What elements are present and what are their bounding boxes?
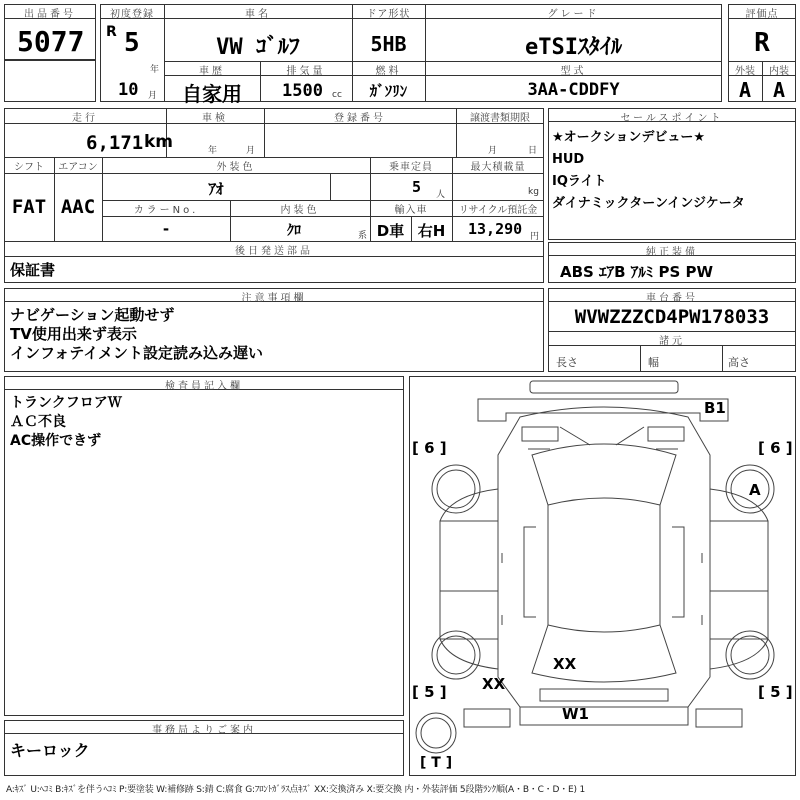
insp-year-unit: 年 <box>208 146 218 156</box>
era: R <box>106 24 117 40</box>
list-item: IQライト <box>552 174 607 189</box>
car-label: 車名 <box>245 9 271 20</box>
damage-a: A <box>749 481 761 499</box>
door-label: ドア形状 <box>366 9 411 20</box>
office-note: キーロック <box>10 741 90 760</box>
car-outline-diagram <box>410 377 795 775</box>
grade-label: グレード <box>547 9 600 20</box>
list-item: ★オークションデビュー★ <box>552 130 706 145</box>
intcolor: ｸﾛ <box>287 223 301 239</box>
month-unit: 月 <box>148 91 158 101</box>
capacity-unit: 人 <box>436 190 446 200</box>
transfer-day-unit: 日 <box>528 146 538 156</box>
int-grade: A <box>772 78 786 102</box>
mileage: 6,171 <box>86 132 144 154</box>
int-label: 内装 <box>769 66 789 77</box>
regno-label: 登録番号 <box>334 113 386 124</box>
recycle-label: リサイクル預託金 <box>458 205 538 216</box>
list-item: トランクフロアＷ <box>10 395 122 411</box>
inspection-label: 車検 <box>202 113 228 124</box>
sales-list <box>552 127 745 215</box>
displacement: 1500 <box>282 81 323 101</box>
reg-year: 5 <box>124 28 140 58</box>
list-item: ＡＣ不良 <box>10 414 66 430</box>
length-label: 長さ <box>556 356 578 369</box>
score: R <box>754 28 770 58</box>
colorno-label: カラーNo. <box>133 205 199 216</box>
insp-month-unit: 月 <box>246 146 256 156</box>
car-name: VW ｺﾞﾙﾌ <box>216 35 300 60</box>
caution-label: 注意事項欄 <box>241 293 307 304</box>
door-type: 5HB <box>370 32 407 56</box>
shift: FAT <box>11 196 47 218</box>
equipment-label: 純正装備 <box>646 247 698 258</box>
intcolor-unit: 系 <box>358 231 368 241</box>
transfer-month-unit: 月 <box>488 146 498 156</box>
list-item: ダイナミックターンインジケータ <box>552 196 745 211</box>
grade: eTSIｽﾀｲﾙ <box>525 35 622 60</box>
recycle: 13,290 <box>468 220 523 238</box>
equipment: ABS ｴｱB ｱﾙﾐ PS PW <box>560 263 714 281</box>
list-item: TV使用出来ず表示 <box>10 325 137 343</box>
height-label: 高さ <box>728 356 750 369</box>
damage-w1: W1 <box>562 705 589 723</box>
inspector-label: 検査員記入欄 <box>165 381 243 392</box>
sales-label: セールスポイント <box>620 113 724 124</box>
list-item: HUD <box>552 152 585 167</box>
list-item: AC操作できず <box>10 433 102 449</box>
steering: 右H <box>417 222 446 240</box>
dims-label: 諸元 <box>659 336 685 347</box>
tire-right-front: [ 6 ] <box>758 439 793 457</box>
legend: A:ｷｽﾞ U:ﾍｺﾐ B:ｷｽﾞを伴うﾍｺﾐ P:要塗装 W:補修跡 S:錆 C:腐食 G:ﾌﾛﾝﾄｶﾞﾗｽ点ｷｽﾞ XX:交換済み X:要交換 内・外装評価 5段階ﾗﾝｸ順(A・B・C・D・E) 1 <box>6 785 585 795</box>
shift-label: シフト <box>14 162 44 173</box>
transfer-label: 譲渡書類期限 <box>470 113 530 124</box>
ext-grade: A <box>738 78 752 102</box>
history-label: 車歴 <box>199 66 225 77</box>
later-parts: 保証書 <box>10 261 56 279</box>
list-item: ナビゲーション起動せず <box>10 306 175 324</box>
fuel-label: 燃料 <box>375 66 402 77</box>
lot-blank <box>4 60 96 102</box>
load-label: 最大積載量 <box>470 162 526 173</box>
caution-list <box>10 306 263 363</box>
import-label: 輸入車 <box>394 205 428 216</box>
tire-right-rear: [ 5 ] <box>758 683 793 701</box>
disp-unit: cc <box>332 90 342 100</box>
damage-b1: B1 <box>704 399 726 417</box>
lot-box <box>4 4 96 60</box>
damage-diagram <box>409 376 796 776</box>
year-unit: 年 <box>150 65 160 75</box>
score-label: 評価点 <box>745 9 779 20</box>
color: ｱｵ <box>208 180 224 198</box>
colorno: - <box>161 220 171 238</box>
tire-left-front: [ 6 ] <box>412 439 447 457</box>
ac-label: エアコン <box>58 162 98 173</box>
list-item: インフォテイメント設定読み込み遅い <box>10 344 264 362</box>
ac: AAC <box>60 196 96 218</box>
model-label: 型式 <box>560 66 587 77</box>
history: 自家用 <box>182 82 242 106</box>
load-unit: kg <box>528 187 539 197</box>
later-label: 後日発送部品 <box>235 246 313 257</box>
reg-month: 10 <box>118 80 139 100</box>
inspector-list <box>10 394 122 451</box>
damage-xx-rear: XX <box>553 655 577 673</box>
tire-left-rear: [ 5 ] <box>412 683 447 701</box>
damage-xx-left: XX <box>482 675 506 693</box>
lot-number: 5077 <box>17 25 85 58</box>
model: 3AA-CDDFY <box>527 80 620 100</box>
fuel: ｶﾞｿﾘﾝ <box>369 82 408 100</box>
office-label: 事務局よりご案内 <box>152 725 256 736</box>
disp-label: 排気量 <box>286 66 326 77</box>
intcolor-label: 内装色 <box>280 205 320 216</box>
first-reg-label: 初度登録 <box>110 9 154 20</box>
chassis-label: 車台番号 <box>646 293 698 304</box>
ext-label: 外装 <box>735 66 755 77</box>
mileage-label: 走行 <box>72 113 98 124</box>
chassis-number: WVWZZZCD4PW178033 <box>574 306 770 328</box>
color-label: 外装色 <box>216 162 256 173</box>
recycle-unit: 円 <box>530 232 540 242</box>
width-label: 幅 <box>648 356 659 369</box>
mileage-unit: km <box>144 132 174 152</box>
spare-tire-label: [ T ] <box>420 755 453 771</box>
import: D車 <box>376 222 405 240</box>
lot-label: 出品番号 <box>24 9 76 20</box>
capacity-label: 乗車定員 <box>389 162 433 173</box>
capacity: 5 <box>412 178 422 196</box>
